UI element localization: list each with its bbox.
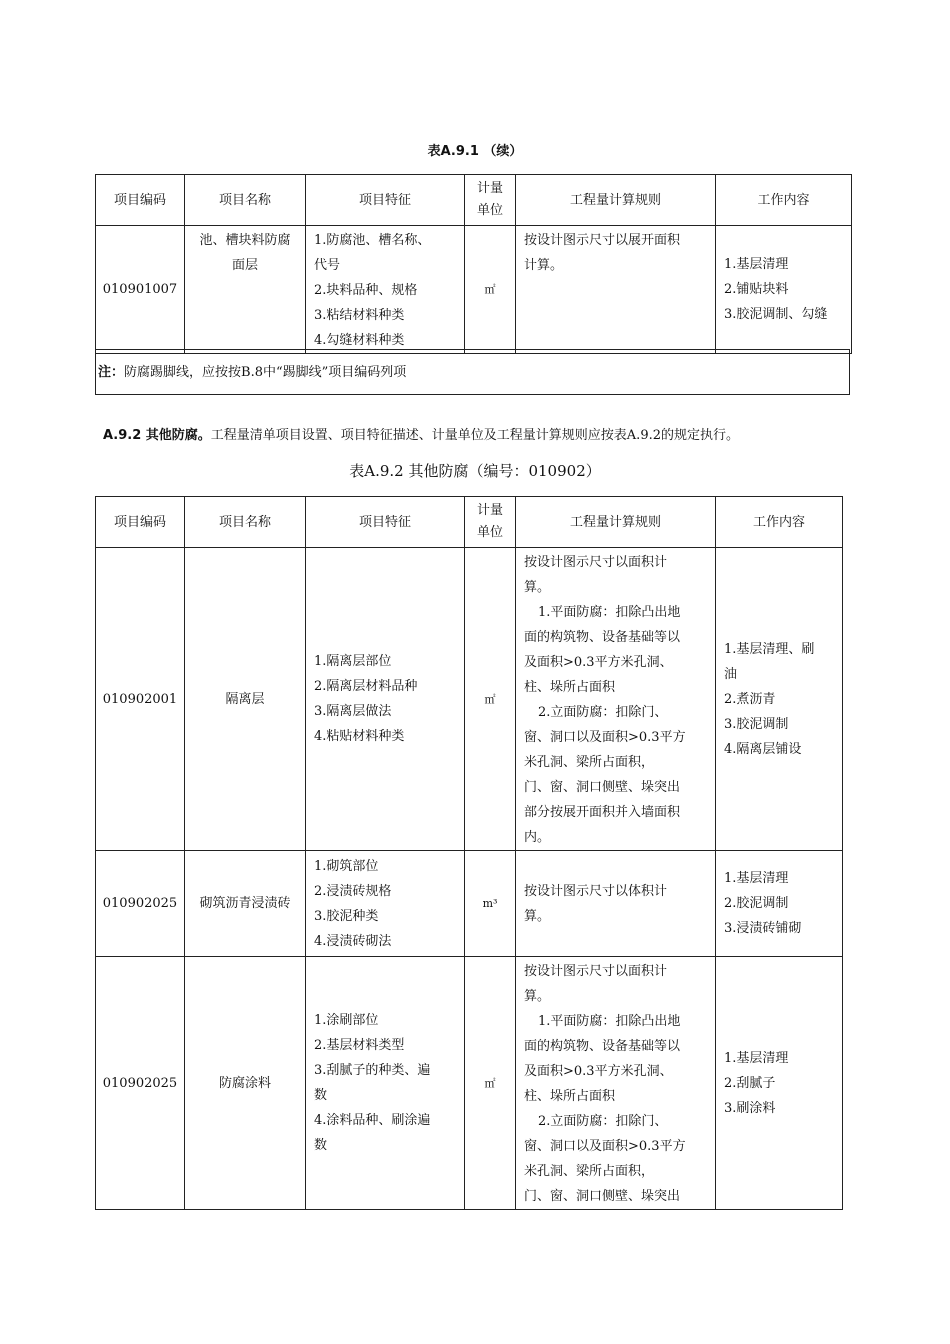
cell-line: 按设计图示尺寸以面积计 (524, 964, 668, 979)
note-text: 防腐踢脚线，应按按B.8中“踢脚线”项目编码列项 (124, 365, 407, 380)
cell-line: 按设计图示尺寸以体积计 (524, 883, 668, 899)
table-row (96, 548, 843, 851)
cell-line: 3.刷涂料 (724, 1100, 776, 1116)
cell-line: 4.隔离层铺设 (724, 741, 802, 757)
cell-line: 3.浸渍砖铺砌 (724, 921, 802, 936)
cell-unit: m³ (465, 851, 516, 957)
cell-line: 1.基层清理、刷 (724, 641, 815, 657)
section-heading: A.9.2 其他防腐。 (103, 428, 211, 443)
cell-line: 及面积>0.3平方米孔洞、 (524, 1064, 673, 1079)
cell-line: 柱、垛所占面积 (524, 680, 616, 695)
cell-line: 数 (314, 1138, 328, 1153)
header-unit: 计量 单位 (465, 497, 516, 548)
cell-line: 窗、洞口以及面积>0.3平方 (524, 1139, 686, 1154)
cell-line: 2.立面防腐：扣除门、 (538, 1114, 668, 1129)
cell-line: 及面积>0.3平方米孔洞、 (524, 655, 673, 670)
cell-line: 1.基层清理 (724, 871, 789, 886)
spec-table-a91 (95, 174, 852, 354)
spec-table-a92 (95, 496, 843, 1210)
cell-line: 2.胶泥调制 (724, 896, 789, 911)
cell-line: 1.基层清理 (724, 1050, 789, 1066)
cell-line: 2.铺贴块料 (724, 282, 789, 297)
cell-line: 3.胶泥种类 (314, 908, 379, 924)
header-unit: 计量 单位 (465, 175, 516, 226)
table-header-row (96, 175, 852, 226)
cell-line: 4.浸渍砖砌法 (314, 933, 392, 949)
cell-line: 面的构筑物、设备基础等以 (524, 630, 681, 645)
cell-work (716, 548, 843, 851)
table-row (96, 957, 843, 1210)
cell-line: 1.防腐池、槽名称、 (314, 233, 431, 248)
header-code: 项目编码 (96, 175, 185, 226)
cell-line: 面的构筑物、设备基础等以 (524, 1039, 681, 1054)
cell-line: 窗、洞口以及面积>0.3平方 (524, 730, 686, 745)
cell-features (306, 851, 465, 957)
header-features: 项目特征 (306, 497, 465, 548)
cell-unit: ㎡ (465, 957, 516, 1210)
section-text: 工程量清单项目设置、项目特征描述、计量单位及工程量计算规则应按表A.9.2的规定执行。 (210, 428, 739, 443)
cell-line: 2.隔离层材料品种 (314, 679, 418, 694)
table-header-row (96, 497, 843, 548)
cell-line: 2.块料品种、规格 (314, 283, 418, 298)
cell-features (306, 957, 465, 1210)
cell-line: 3.刮腻子的种类、遍 (314, 1063, 431, 1078)
table-title: 表A.9.2 其他防腐（编号：010902） (349, 462, 601, 480)
table-title: 表A.9.1 （续） (427, 144, 523, 159)
cell-line: 米孔洞、梁所占面积， (524, 1164, 655, 1179)
cell-code: 010901007 (96, 226, 185, 354)
cell-line: 3.隔离层做法 (314, 704, 392, 719)
header-name: 项目名称 (185, 175, 306, 226)
cell-line: 1.砌筑部位 (314, 858, 379, 874)
cell-line: 2.立面防腐：扣除门、 (538, 705, 668, 720)
cell-unit: ㎡ (465, 548, 516, 851)
section-paragraph (103, 424, 739, 443)
cell-line: 柱、垛所占面积 (524, 1089, 616, 1104)
header-rule: 工程量计算规则 (516, 497, 716, 548)
cell-code: 010902025 (96, 957, 185, 1210)
header-name: 项目名称 (185, 497, 306, 548)
cell-line: 计算。 (524, 258, 564, 273)
cell-line: 油 (724, 666, 738, 682)
cell-line: 4.粘贴材料种类 (314, 729, 405, 744)
cell-line: 1.平面防腐：扣除凸出地 (538, 605, 681, 620)
cell-line: 部分按展开面积并入墙面积 (524, 805, 681, 820)
cell-line: 3.胶泥调制 (724, 716, 789, 732)
header-rule: 工程量计算规则 (516, 175, 716, 226)
cell-work (716, 851, 843, 957)
cell-line: 算。 (524, 989, 551, 1004)
cell-line: 1.平面防腐：扣除凸出地 (538, 1014, 681, 1029)
table-row (96, 226, 852, 354)
cell-code: 010902025 (96, 851, 185, 957)
cell-line: 4.涂料品种、刷涂遍 (314, 1113, 431, 1128)
cell-line: 按设计图示尺寸以面积计 (524, 555, 668, 570)
cell-line: 算。 (524, 580, 551, 595)
header-features: 项目特征 (306, 175, 465, 226)
cell-line: 4.勾缝材料种类 (314, 333, 405, 348)
cell-line: 米孔洞、梁所占面积， (524, 755, 655, 770)
cell-line: 1.涂刷部位 (314, 1013, 379, 1028)
cell-work (716, 957, 843, 1210)
cell-rule (516, 957, 716, 1210)
cell-line: 数 (314, 1088, 328, 1103)
cell-name: 砌筑沥青浸渍砖 (185, 851, 306, 957)
note-label: 注： (98, 365, 125, 380)
header-work: 工作内容 (716, 497, 843, 548)
cell-line: 2.煮沥青 (724, 691, 776, 707)
cell-code: 010902001 (96, 548, 185, 851)
cell-line: 门、窗、洞口侧壁、垛突出 (524, 780, 681, 795)
cell-line: 1.隔离层部位 (314, 654, 392, 669)
cell-features (306, 226, 465, 354)
cell-line: 2.基层材料类型 (314, 1038, 405, 1053)
cell-name: 防腐涂料 (185, 957, 306, 1210)
cell-features (306, 548, 465, 851)
cell-name: 池、槽块料防腐 面层 (185, 226, 306, 354)
header-work: 工作内容 (716, 175, 852, 226)
cell-line: 1.基层清理 (724, 257, 789, 272)
table-note (95, 349, 850, 395)
cell-line: 代号 (314, 258, 341, 273)
cell-line: 算。 (524, 908, 551, 924)
cell-rule (516, 226, 716, 354)
cell-work (716, 226, 852, 354)
cell-name: 隔离层 (185, 548, 306, 851)
cell-line: 按设计图示尺寸以展开面积 (524, 233, 681, 248)
cell-line: 3.胶泥调制、勾缝 (724, 307, 828, 322)
cell-line: 2.浸渍砖规格 (314, 883, 392, 899)
header-code: 项目编码 (96, 497, 185, 548)
cell-line: 2.刮腻子 (724, 1075, 776, 1091)
table-row (96, 851, 843, 957)
cell-rule (516, 851, 716, 957)
cell-line: 3.粘结材料种类 (314, 308, 405, 323)
cell-rule (516, 548, 716, 851)
cell-unit: ㎡ (465, 226, 516, 354)
cell-line: 门、窗、洞口侧壁、垛突出 (524, 1189, 681, 1204)
cell-line: 内。 (524, 830, 551, 845)
